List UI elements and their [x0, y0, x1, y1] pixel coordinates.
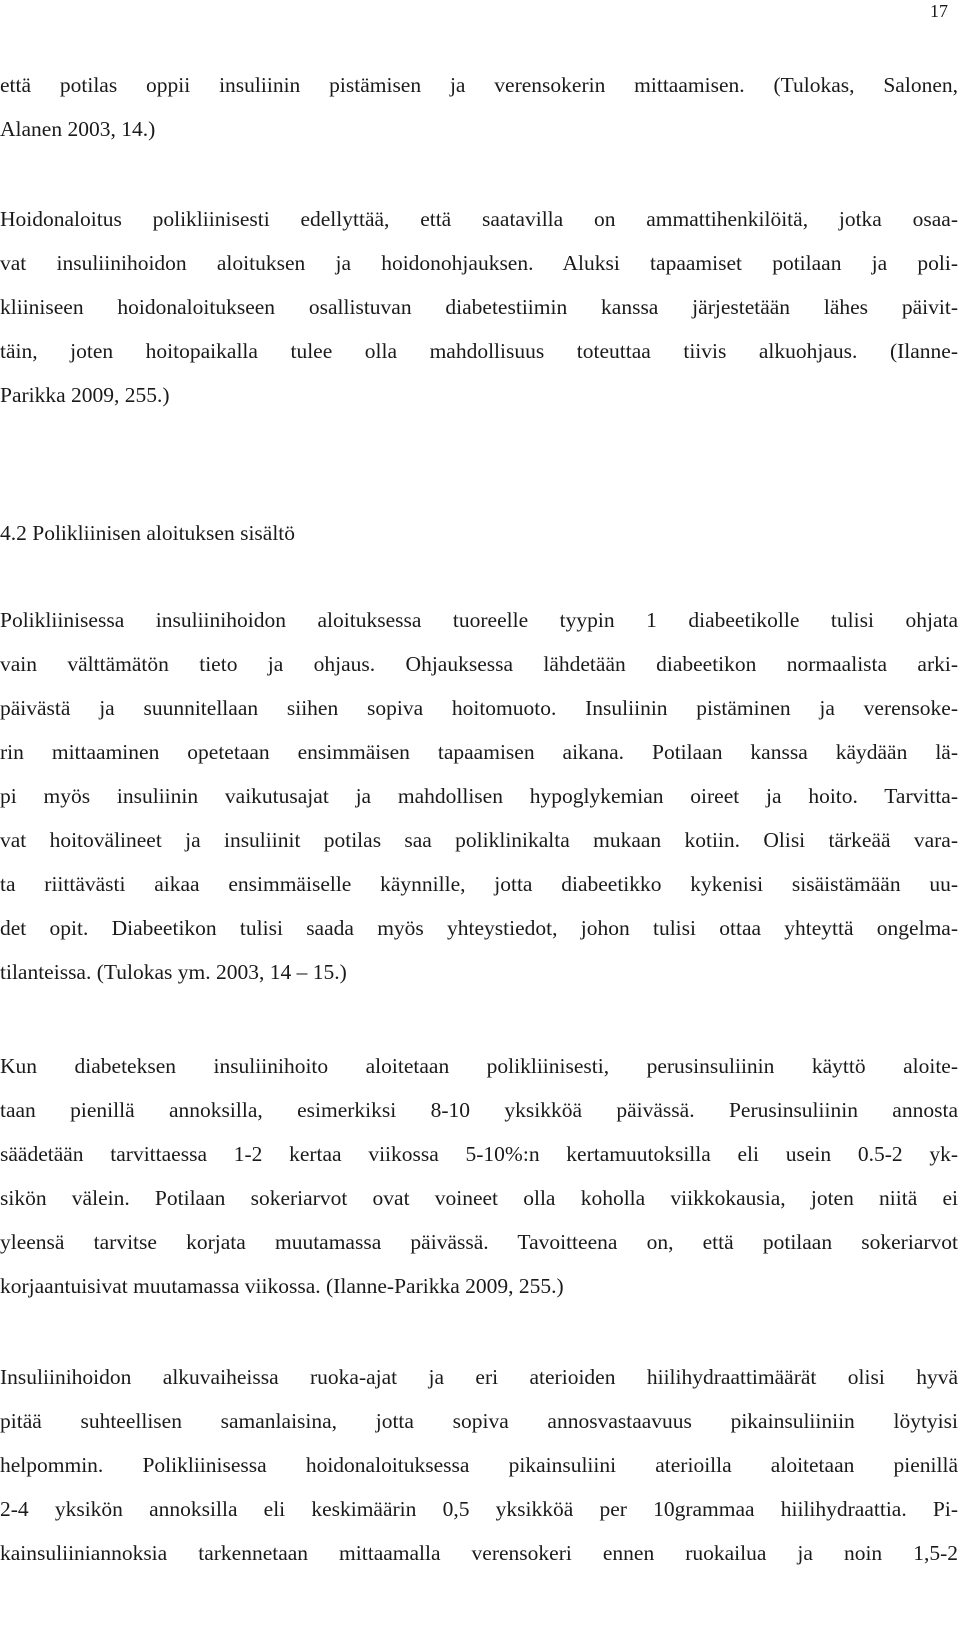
- text-line: että potilas oppii insuliinin pistämisen ja verensokerin mittaamisen. (Tulokas, Salonen,: [0, 73, 958, 97]
- page-number: 17: [930, 1, 948, 21]
- text-line: taan pienillä annoksilla, esimerkiksi 8-10 yksikköä päivässä. Perusinsuliinin annosta: [0, 1098, 958, 1122]
- text-line: Polikliinisessa insuliinihoidon aloituksessa tuoreelle tyypin 1 diabeetikolle tulisi ohjata: [0, 608, 958, 632]
- text-line: säädetään tarvittaessa 1-2 kertaa viikossa 5-10%:n kertamuutoksilla eli usein 0.5-2 yk-: [0, 1142, 958, 1166]
- text-line: ta riittävästi aikaa ensimmäiselle käynnille, jotta diabeetikko kykenisi sisäistämään uu-: [0, 872, 958, 896]
- text-line: sikön välein. Potilaan sokeriarvot ovat voineet olla koholla viikkokausia, joten niitä ei: [0, 1186, 958, 1210]
- text-line: Hoidonaloitus polikliinisesti edellyttää, että saatavilla on ammattihenkilöitä, jotka osaa-: [0, 207, 958, 231]
- paragraph-polikliinisessa: [0, 598, 958, 994]
- text-line: Kun diabeteksen insuliinihoito aloitetaan polikliinisesti, perusinsuliinin käyttö aloite-: [0, 1054, 958, 1078]
- text-line: pi myös insuliinin vaikutusajat ja mahdollisen hypoglykemian oireet ja hoito. Tarvitta-: [0, 784, 958, 808]
- text-line: päivästä ja suunnitellaan siihen sopiva hoitomuoto. Insuliinin pistäminen ja verensoke-: [0, 696, 958, 720]
- paragraph-hoidonaloitus: [0, 197, 958, 417]
- text-line: vain välttämätön tieto ja ohjaus. Ohjauksessa lähdetään diabeetikon normaalista arki-: [0, 652, 958, 676]
- text-line: rin mittaaminen opetetaan ensimmäisen tapaamisen aikana. Potilaan kanssa käydään lä-: [0, 740, 958, 764]
- text-line: pitää suhteellisen samanlaisina, jotta sopiva annosvastaavuus pikainsuliiniin löytyisi: [0, 1409, 958, 1433]
- text-line: täin, joten hoitopaikalla tulee olla mahdollisuus toteuttaa tiivis alkuohjaus. (Ilanne-: [0, 339, 958, 363]
- text-line: helpommin. Polikliinisessa hoidonaloituksessa pikainsuliini aterioilla aloitetaan pienillä: [0, 1453, 958, 1477]
- text-line: Alanen 2003, 14.): [0, 117, 156, 141]
- text-line: Parikka 2009, 255.): [0, 383, 170, 407]
- text-line: yleensä tarvitse korjata muutamassa päivässä. Tavoitteena on, että potilaan sokeriarvot: [0, 1230, 958, 1254]
- text-line: kliiniseen hoidonaloitukseen osallistuvan diabetestiimin kanssa järjestetään lähes päivit-: [0, 295, 958, 319]
- text-line: det opit. Diabeetikon tulisi saada myös yhteystiedot, johon tulisi ottaa yhteyttä ongelma-: [0, 916, 958, 940]
- paragraph-kun-diabeteksen: [0, 1044, 958, 1308]
- text-line: 2-4 yksikön annoksilla eli keskimäärin 0,5 yksikköä per 10grammaa hiilihydraattia. Pi-: [0, 1497, 958, 1521]
- text-line: kainsuliiniannoksia tarkennetaan mittaamalla verensokeri ennen ruokailua ja noin 1,5-2: [0, 1541, 958, 1565]
- text-line: vat hoitovälineet ja insuliinit potilas saa poliklinikalta mukaan kotiin. Olisi tärkeää vara-: [0, 828, 958, 852]
- paragraph-alkuvaiheissa: [0, 1355, 958, 1575]
- paragraph-continued: [0, 63, 958, 151]
- section-heading-text: 4.2 Polikliinisen aloituksen sisältö: [0, 521, 296, 545]
- text-line: Insuliinihoidon alkuvaiheissa ruoka-ajat ja eri aterioiden hiilihydraattimäärät olisi hyvä: [0, 1365, 958, 1389]
- section-heading: [0, 511, 958, 555]
- text-line: vat insuliinihoidon aloituksen ja hoidonohjauksen. Aluksi tapaamiset potilaan ja poli-: [0, 251, 958, 275]
- text-line: tilanteissa. (Tulokas ym. 2003, 14 – 15.): [0, 960, 347, 984]
- text-line: korjaantuisivat muutamassa viikossa. (Ilanne-Parikka 2009, 255.): [0, 1274, 564, 1298]
